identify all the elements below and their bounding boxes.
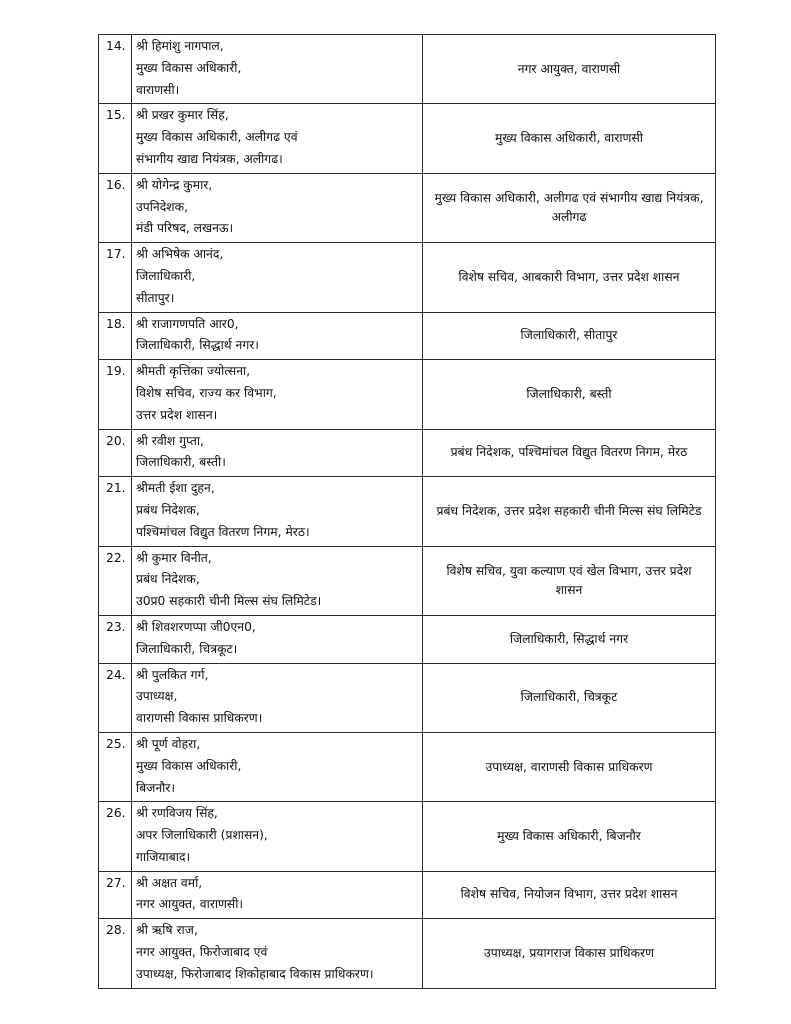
serial-number-cell: 26. — [99, 802, 132, 871]
officer-detail-line: पश्चिमांचल विद्युत वितरण निगम, मेरठ। — [136, 524, 310, 539]
officer-current-post-cell — [132, 615, 423, 663]
officer-detail-line: श्री पुलकित गर्ग, — [136, 667, 209, 682]
table-row — [99, 243, 716, 312]
officer-detail-line: गाजियाबाद। — [136, 849, 191, 864]
officer-detail-line: श्रीमती ईशा दुहन, — [136, 481, 215, 496]
new-posting-cell: नगर आयुक्त, वाराणसी — [423, 35, 716, 104]
new-posting-cell: जिलाधिकारी, बस्ती — [423, 360, 716, 429]
officer-current-post-cell — [132, 360, 423, 429]
transfer-table — [98, 34, 716, 989]
serial-number-cell: 22. — [99, 546, 132, 615]
officer-current-post-cell — [132, 732, 423, 801]
officer-detail-line: प्रबंध निदेशक, — [136, 502, 200, 517]
officer-detail-line: उ0प्र0 सहकारी चीनी मिल्स संघ लिमिटेड। — [136, 594, 322, 609]
officer-current-post-cell — [132, 663, 423, 732]
new-posting-cell: मुख्य विकास अधिकारी, वाराणसी — [423, 104, 716, 173]
officer-detail-line: वाराणसी। — [136, 82, 180, 97]
officer-detail-line: विशेष सचिव, राज्य कर विभाग, — [136, 385, 277, 400]
officer-detail-line: श्री हिमांशु नागपाल, — [136, 39, 224, 53]
serial-number-cell: 21. — [99, 477, 132, 546]
new-posting-cell: जिलाधिकारी, सिद्धार्थ नगर — [423, 615, 716, 663]
officer-detail-line: श्री कुमार विनीत, — [136, 550, 212, 565]
new-posting-cell: विशेष सचिव, नियोजन विभाग, उत्तर प्रदेश शासन — [423, 871, 716, 919]
table-row — [99, 732, 716, 801]
table-row — [99, 615, 716, 663]
new-posting-cell: प्रबंध निदेशक, उत्तर प्रदेश सहकारी चीनी मिल्स संघ लिमिटेड — [423, 477, 716, 546]
table-row — [99, 104, 716, 173]
table-row — [99, 429, 716, 477]
officer-current-post-cell — [132, 802, 423, 871]
officer-current-post-cell — [132, 429, 423, 477]
officer-detail-line: उपाध्यक्ष, फिरोजाबाद शिकोहाबाद विकास प्राधिकरण। — [136, 966, 374, 981]
officer-detail-line: जिलाधिकारी, — [136, 268, 196, 283]
officer-current-post-cell — [132, 919, 423, 988]
new-posting-cell: विशेष सचिव, युवा कल्याण एवं खेल विभाग, उत्तर प्रदेश शासन — [423, 546, 716, 615]
officer-detail-line: संभागीय खाद्य नियंत्रक, अलीगढ। — [136, 151, 283, 166]
new-posting-cell: मुख्य विकास अधिकारी, बिजनौर — [423, 802, 716, 871]
officer-detail-line: जिलाधिकारी, बस्ती। — [136, 455, 226, 470]
serial-number-cell: 17. — [99, 243, 132, 312]
officer-detail-line: प्रबंध निदेशक, — [136, 572, 200, 587]
officer-detail-line: श्री योगेन्द्र कुमार, — [136, 177, 213, 192]
officer-current-post-cell — [132, 312, 423, 360]
officer-detail-line: मंडी परिषद, लखनऊ। — [136, 221, 234, 236]
officer-detail-line: वाराणसी विकास प्राधिकरण। — [136, 711, 263, 726]
serial-number-cell: 27. — [99, 871, 132, 919]
officer-detail-line: उपनिदेशक, — [136, 199, 188, 214]
officer-detail-line: उत्तर प्रदेश शासन। — [136, 407, 218, 422]
officer-detail-line: श्री प्रखर कुमार सिंह, — [136, 108, 229, 123]
officer-detail-line: नगर आयुक्त, फिरोजाबाद एवं — [136, 945, 268, 960]
officer-detail-line: मुख्य विकास अधिकारी, अलीगढ एवं — [136, 130, 298, 145]
serial-number-cell: 24. — [99, 663, 132, 732]
officer-current-post-cell — [132, 871, 423, 919]
officer-detail-line: श्री राजागणपति आर0, — [136, 316, 239, 331]
officer-detail-line: जिलाधिकारी, चित्रकूट। — [136, 641, 238, 656]
officer-detail-line: श्री रणविजय सिंह, — [136, 806, 218, 821]
officer-detail-line: श्री रवीश गुप्ता, — [136, 433, 204, 448]
officer-detail-line: श्रीमती कृत्तिका ज्योत्सना, — [136, 364, 251, 379]
officer-detail-line: श्री शिवशरणप्पा जी0एन0, — [136, 619, 256, 634]
officer-detail-line: श्री ऋषि राज, — [136, 923, 198, 938]
table-row — [99, 546, 716, 615]
table-row — [99, 477, 716, 546]
officer-detail-line: मुख्य विकास अधिकारी, — [136, 60, 242, 75]
officer-detail-line: जिलाधिकारी, सिद्धार्थ नगर। — [136, 338, 259, 353]
serial-number-cell: 28. — [99, 919, 132, 988]
officer-detail-line: श्री अभिषेक आनंद, — [136, 247, 224, 262]
officer-current-post-cell — [132, 477, 423, 546]
serial-number-cell: 23. — [99, 615, 132, 663]
officer-detail-line: बिजनौर। — [136, 780, 176, 795]
new-posting-cell: मुख्य विकास अधिकारी, अलीगढ एवं संभागीय खाद्य नियंत्रक, अलीगढ — [423, 173, 716, 242]
officer-current-post-cell — [132, 35, 423, 104]
new-posting-cell: विशेष सचिव, आबकारी विभाग, उत्तर प्रदेश शासन — [423, 243, 716, 312]
serial-number-cell: 25. — [99, 732, 132, 801]
serial-number-cell: 15. — [99, 104, 132, 173]
table-row — [99, 663, 716, 732]
new-posting-cell: उपाध्यक्ष, वाराणसी विकास प्राधिकरण — [423, 732, 716, 801]
officer-detail-line: सीतापुर। — [136, 290, 175, 305]
table-row — [99, 360, 716, 429]
officer-current-post-cell — [132, 546, 423, 615]
officer-detail-line: श्री पूर्ण वोहरा, — [136, 736, 201, 751]
new-posting-cell: जिलाधिकारी, सीतापुर — [423, 312, 716, 360]
table-row — [99, 312, 716, 360]
serial-number-cell: 18. — [99, 312, 132, 360]
officer-detail-line: नगर आयुक्त, वाराणसी। — [136, 897, 244, 912]
serial-number-cell: 14. — [99, 35, 132, 104]
table-row — [99, 173, 716, 242]
officer-current-post-cell — [132, 173, 423, 242]
table-row — [99, 871, 716, 919]
serial-number-cell: 19. — [99, 360, 132, 429]
transfer-table-body — [99, 35, 716, 989]
table-row — [99, 35, 716, 104]
officer-current-post-cell — [132, 104, 423, 173]
officer-current-post-cell — [132, 243, 423, 312]
new-posting-cell: प्रबंध निदेशक, पश्चिमांचल विद्युत वितरण निगम, मेरठ — [423, 429, 716, 477]
officer-detail-line: उपाध्यक्ष, — [136, 689, 178, 704]
new-posting-cell: उपाध्यक्ष, प्रयागराज विकास प्राधिकरण — [423, 919, 716, 988]
table-row — [99, 802, 716, 871]
new-posting-cell: जिलाधिकारी, चित्रकूट — [423, 663, 716, 732]
officer-detail-line: मुख्य विकास अधिकारी, — [136, 758, 242, 773]
officer-detail-line: अपर जिलाधिकारी (प्रशासन), — [136, 828, 268, 843]
serial-number-cell: 16. — [99, 173, 132, 242]
table-row — [99, 919, 716, 988]
serial-number-cell: 20. — [99, 429, 132, 477]
officer-detail-line: श्री अक्षत वर्मा, — [136, 875, 203, 890]
